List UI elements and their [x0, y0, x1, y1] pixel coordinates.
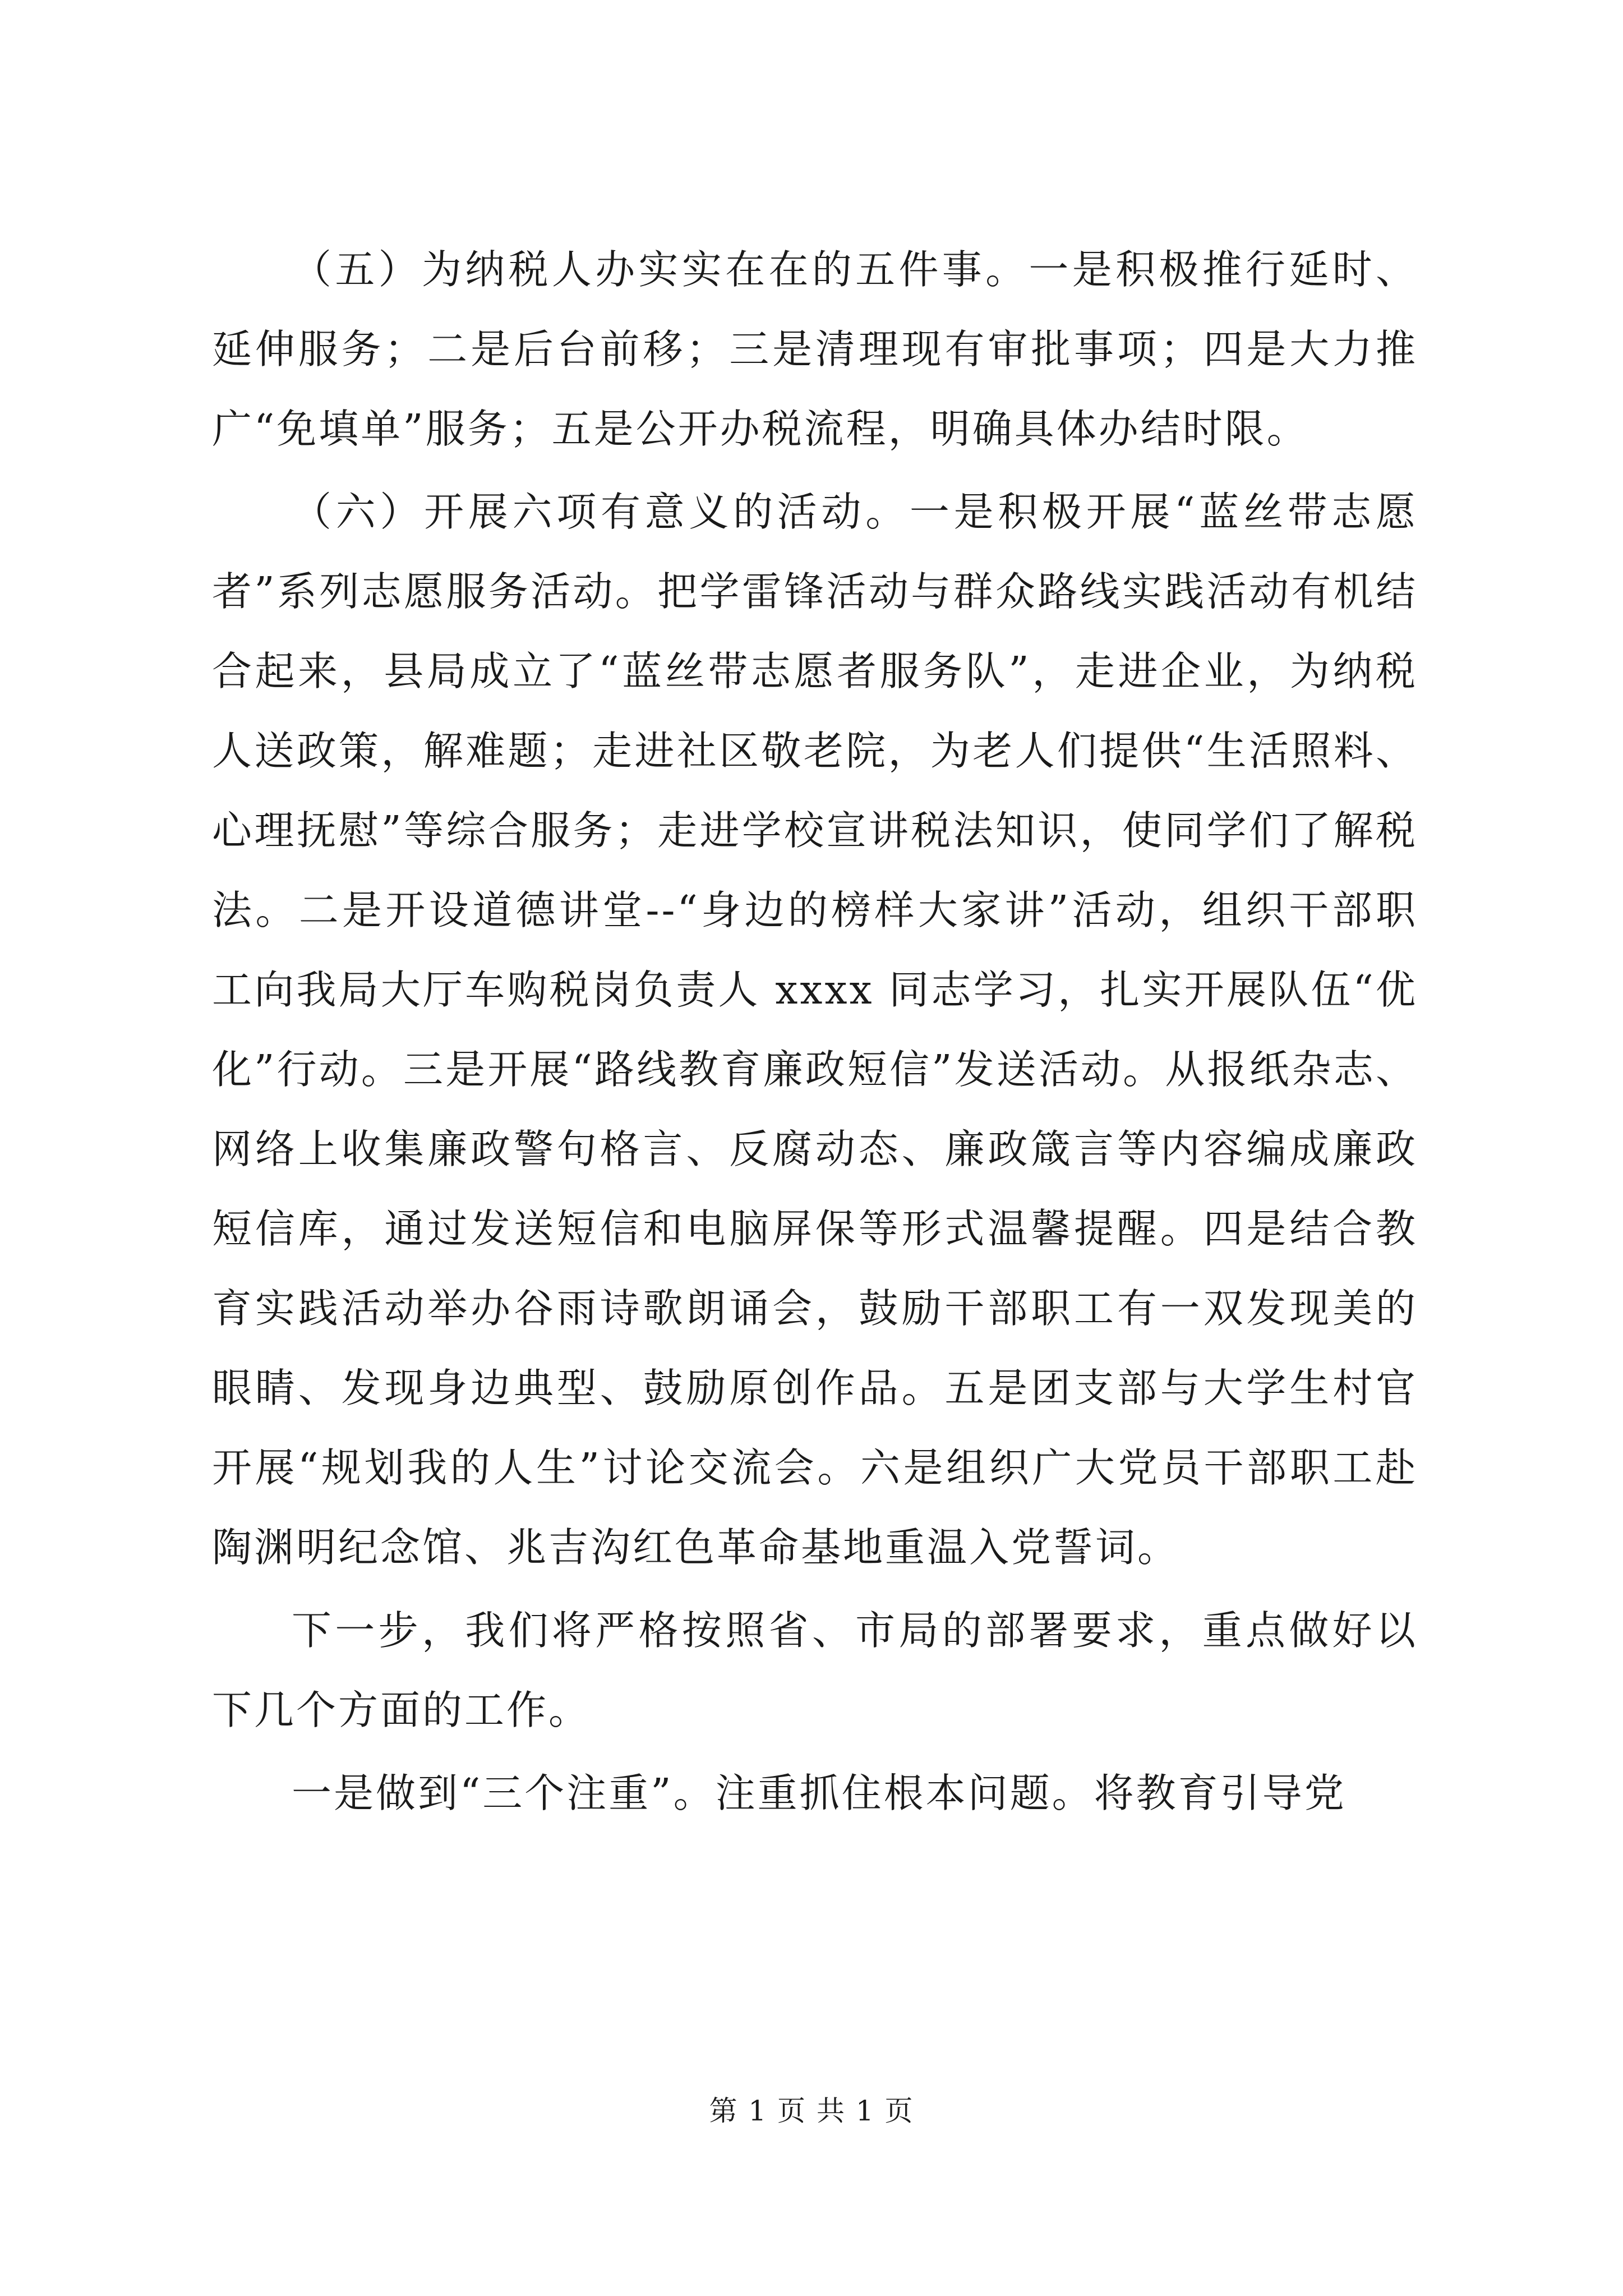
paragraph-six-activities: （六）开展六项有意义的活动。一是积极开展“蓝丝带志愿者”系列志愿服务活动。把学雷锋活动与群众路线实践活动有机结合起来，县局成立了“蓝丝带志愿者服务队”，走进企业，为纳税人送政策，解难题；走进社区敬老院，为老人们提供“生活照料、心理抚慰”等综合服务；走进学校宣讲税法知识，使同学们了解税法。二是开设道德讲堂--“身边的榜样大家讲”活动，组织干部职工向我局大厅车购税岗负责人 xxxx 同志学习，扎实开展队伍“优化”行动。三是开展“路线教育廉政短信”发送活动。从报纸杂志、网络上收集廉政警句格言、反腐动态、廉政箴言等内容编成廉政短信库，通过发送短信和电脑屏保等形式温馨提醒。四是结合教育实践活动举办谷雨诗歌朗诵会，鼓励干部职工有一双发现美的眼睛、发现身边典型、鼓励原创作品。五是团支部与大学生村官开展“规划我的人生”讨论交流会。六是组织广大党员干部职工赴陶渊明纪念馆、兆吉沟红色革命基地重温入党誓词。 — [212, 489, 1418, 1571]
document-body — [212, 230, 1418, 1833]
paragraph-three-focuses: 一是做到“三个注重”。注重抓住根本问题。将教育引导党 — [292, 1770, 1347, 1816]
paragraph-five-tasks: （五）为纳税人办实实在在的五件事。一是积极推行延时、延伸服务；二是后台前移；三是清理现有审批事项；四是大力推广“免填单”服务；五是公开办税流程，明确具体办结时限。 — [212, 246, 1418, 452]
paragraph-next-steps: 下一步，我们将严格按照省、市局的部署要求，重点做好以下几个方面的工作。 — [212, 1607, 1418, 1733]
page-footer: 第 1 页 共 1 页 — [709, 2095, 914, 2127]
